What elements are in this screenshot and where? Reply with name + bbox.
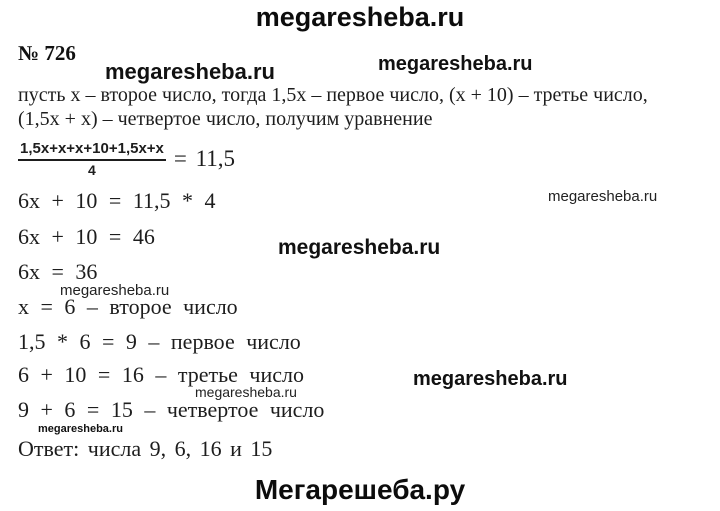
solution-step: 6x = 36 <box>18 259 98 284</box>
problem-number: № 726 <box>18 41 76 65</box>
site-title-top: megaresheba.ru <box>255 2 465 32</box>
equation-rhs: = 11,5 <box>173 146 236 171</box>
solution-step: 9 + 6 = 15 – четвертое число <box>18 397 325 422</box>
fraction-denominator: 4 <box>88 162 96 178</box>
watermark: megaresheba.ru <box>413 368 568 390</box>
problem-intro <box>18 83 648 131</box>
fraction-equation <box>18 139 235 179</box>
watermark: megaresheba.ru <box>378 53 533 75</box>
watermark: megaresheba.ru <box>278 236 441 259</box>
solution-step: 6x + 10 = 11,5 * 4 <box>18 188 216 213</box>
answer-line: Ответ: числа 9, 6, 16 и 15 <box>18 436 273 461</box>
solution-step: 1,5 * 6 = 9 – первое число <box>18 329 301 354</box>
fraction <box>18 139 166 179</box>
watermark: megaresheba.ru <box>105 59 275 84</box>
intro-line-2: (1,5x + x) – четвертое число, получим уравнение <box>18 108 433 130</box>
solution-step: x = 6 – второе число <box>18 294 238 319</box>
intro-line-1: пусть x – второе число, тогда 1,5x – первое число, (x + 10) – третье число, <box>18 84 648 106</box>
watermark: megaresheba.ru <box>60 282 170 299</box>
watermark: megaresheba.ru <box>195 384 297 400</box>
site-title-bottom: Мегарешеба.ру <box>254 474 466 505</box>
solution-step: 6 + 10 = 16 – третье число <box>18 362 304 387</box>
watermark: megaresheba.ru <box>548 188 658 205</box>
watermark: megaresheba.ru <box>38 423 123 435</box>
solution-step: 6x + 10 = 46 <box>18 224 155 249</box>
fraction-numerator: 1,5x+x+x+10+1,5x+x <box>18 139 166 161</box>
